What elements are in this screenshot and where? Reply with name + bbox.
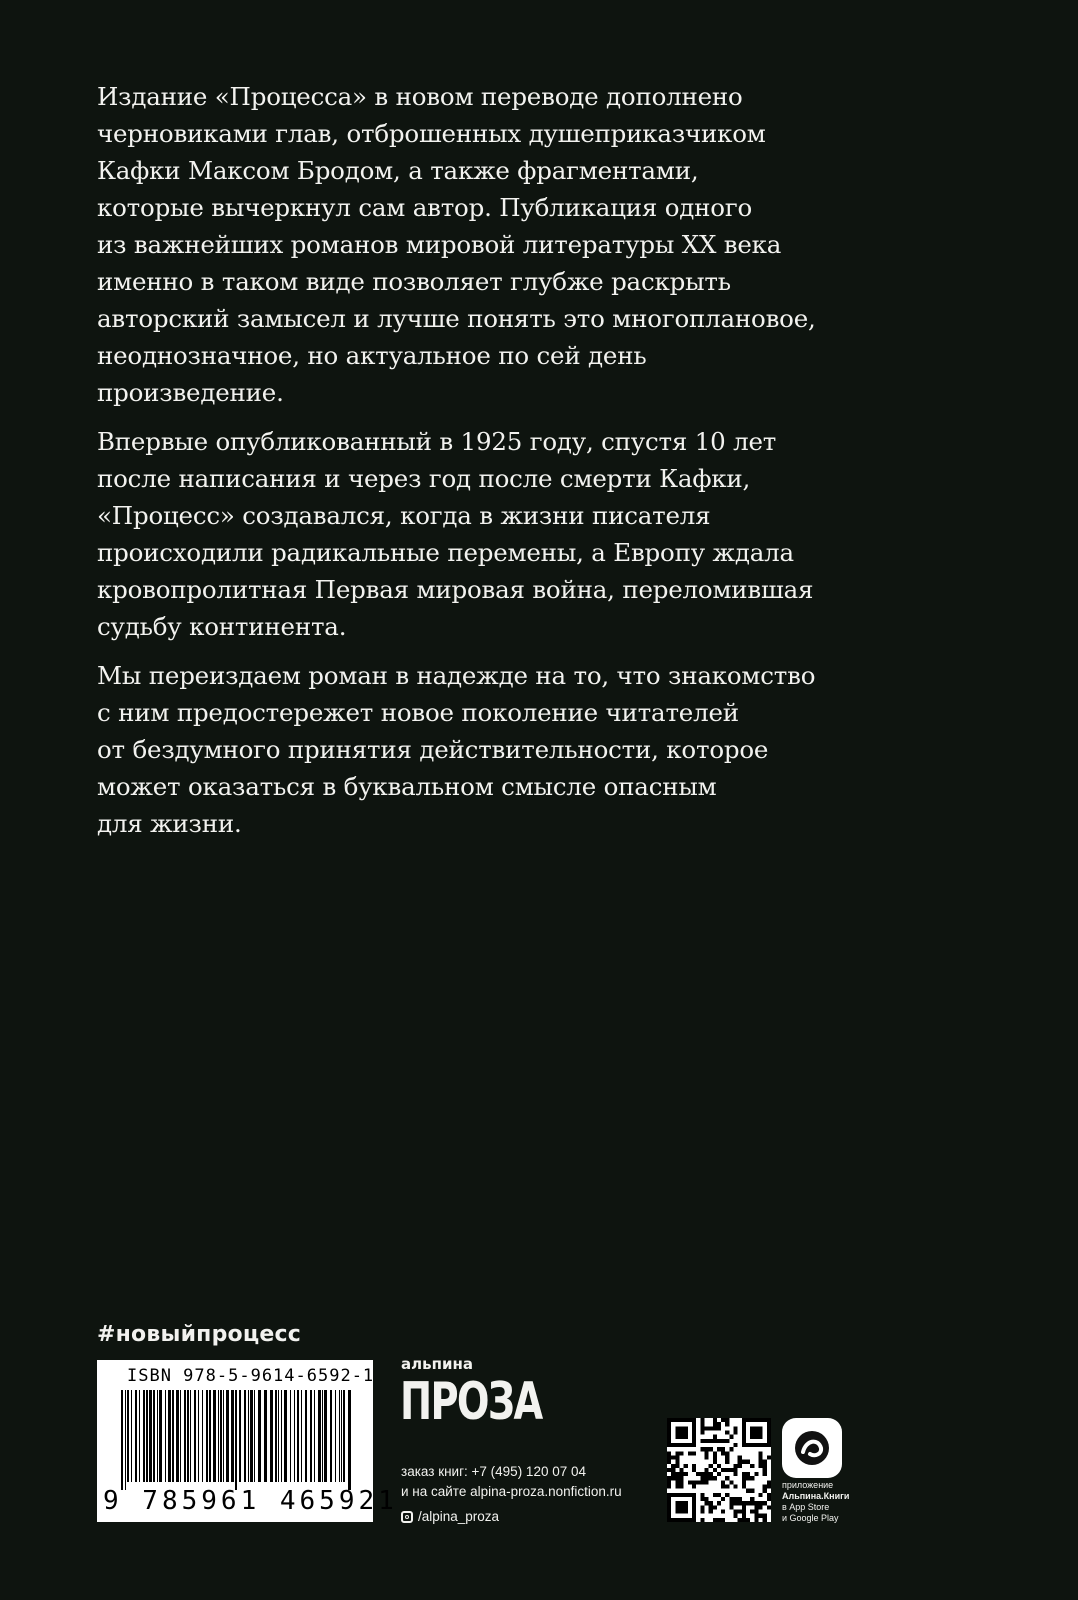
text-line: от бездумного принятия действительности, которое: [97, 735, 769, 764]
text-line: с ним предостережет новое поколение читателей: [97, 698, 739, 727]
instagram-link[interactable]: [401, 1509, 499, 1524]
hashtag: #новыйпроцесс: [97, 1322, 301, 1347]
paragraph-2: [97, 423, 857, 645]
text-line: произведение.: [97, 378, 284, 407]
text-line: кровопролитная Первая мировая война, переломившая: [97, 575, 814, 604]
app-line-2: Альпина.Книги: [782, 1491, 850, 1501]
publisher-logo-small: альпина: [401, 1355, 473, 1373]
text-line: авторский замысел и лучше понять это многоплановое,: [97, 304, 816, 333]
alpina-app-icon: [790, 1426, 834, 1470]
text-line: после написания и через год после смерти Кафки,: [97, 464, 751, 493]
text-line: неоднозначное, но актуальное по сей день: [97, 341, 647, 370]
app-line-4: и Google Play: [782, 1513, 839, 1523]
text-line: «Процесс» создавался, когда в жизни писателя: [97, 501, 711, 530]
order-phone: заказ книг: +7 (495) 120 07 04: [401, 1464, 586, 1479]
text-line: черновиками глав, отброшенных душеприказчиком: [97, 119, 766, 148]
text-line: которые вычеркнул сам автор. Публикация одного: [97, 193, 753, 222]
isbn-barcode: [97, 1360, 398, 1522]
publisher-contacts: [401, 1462, 622, 1502]
paragraph-3: [97, 657, 857, 842]
text-line: для жизни.: [97, 809, 242, 838]
publisher-logo-big: ПРОЗА: [400, 1372, 542, 1432]
app-promo: [782, 1480, 849, 1524]
isbn-text: ISBN 978-5-9614-6592-1: [127, 1366, 375, 1386]
qr-code[interactable]: [667, 1418, 771, 1522]
app-logo-icon[interactable]: [782, 1418, 842, 1478]
instagram-handle: /alpina_proza: [418, 1509, 500, 1524]
barcode-digits: 9 785961 465921: [103, 1486, 398, 1516]
text-line: судьбу континента.: [97, 612, 347, 641]
text-line: Издание «Процесса» в новом переводе дополнено: [97, 82, 743, 111]
text-line: из важнейших романов мировой литературы XX века: [97, 230, 782, 259]
text-line: может оказаться в буквальном смысле опасным: [97, 772, 717, 801]
text-line: Кафки Максом Бродом, а также фрагментами,: [97, 156, 699, 185]
app-line-3: в App Store: [782, 1502, 830, 1512]
text-line: именно в таком виде позволяет глубже раскрыть: [97, 267, 731, 296]
text-line: происходили радикальные перемены, а Европу ждала: [97, 538, 794, 567]
paragraph-1: [97, 78, 857, 411]
barcode-bars: [121, 1390, 353, 1490]
text-line: Впервые опубликованный в 1925 году, спустя 10 лет: [97, 427, 777, 456]
instagram-icon: [401, 1511, 413, 1523]
publisher-site: и на сайте alpina-proza.nonfiction.ru: [401, 1484, 622, 1499]
annotation-text: [97, 78, 857, 854]
text-line: Мы переиздаем роман в надежде на то, что знакомство: [97, 661, 816, 690]
app-line-1: приложение: [782, 1480, 834, 1490]
